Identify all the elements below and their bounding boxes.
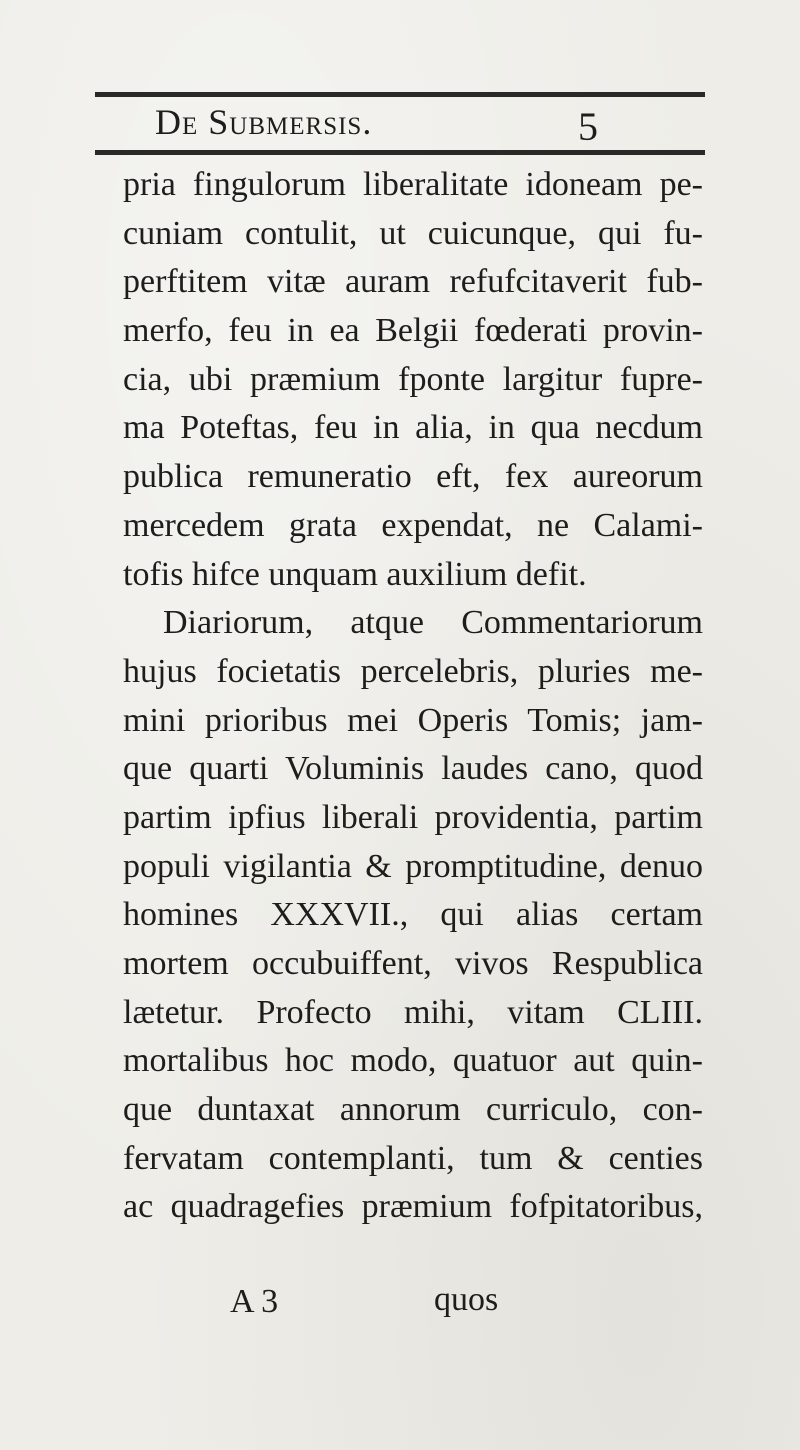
text-line: populi vigilantia & promptitudine, denuo [123,847,703,885]
text-line: homines XXXVII., qui alias certam [123,896,703,934]
text-line: perftitem vitæ auram refufcitaverit fub- [123,263,703,301]
catchword: quos [434,1281,499,1318]
text-line-paragraph-end: tofis hifce unquam auxilium defit. [123,555,587,593]
text-line: lætetur. Profecto mihi, vitam CLIII. [123,993,703,1031]
running-title: De Submersis. [155,102,373,142]
text-line: cuniam contulit, ut cuicunque, qui fu- [123,214,703,252]
text-line-paragraph-start: Diariorum, atque Commentariorum [163,604,703,642]
text-line: merfo, feu in ea Belgii fœderati provin- [123,312,703,350]
text-line: ma Poteftas, feu in alia, in qua necdum [123,409,703,447]
header-rule-bottom [95,150,705,155]
text-line: mortem occubuiffent, vivos Respublica [123,945,703,982]
text-line: hujus focietatis percelebris, pluries me- [123,652,703,690]
text-line: pria fingulorum liberalitate idoneam pe- [123,166,703,203]
text-line: mercedem grata expendat, ne Calami- [123,506,703,544]
text-line: que duntaxat annorum curriculo, con- [123,1091,703,1129]
text-line: publica remuneratio eft, fex aureorum [123,458,703,496]
text-line: mini prioribus mei Operis Tomis; jam- [123,701,703,739]
text-line: que quarti Voluminis laudes cano, quod [123,750,703,788]
text-line: partim ipfius liberali providentia, partim [123,798,703,836]
body-text [123,161,703,1232]
text-line: ac quadragefies præmium fofpitatoribus, [123,1188,703,1226]
running-head [155,96,372,148]
signature-mark: A 3 [230,1283,279,1320]
page-number: 5 [578,104,598,149]
text-line: mortalibus hoc modo, quatuor aut quin- [123,1042,703,1080]
text-line: fervatam contemplanti, tum & centies [123,1139,703,1177]
text-line: cia, ubi præmium fponte largitur fupre- [123,360,703,398]
